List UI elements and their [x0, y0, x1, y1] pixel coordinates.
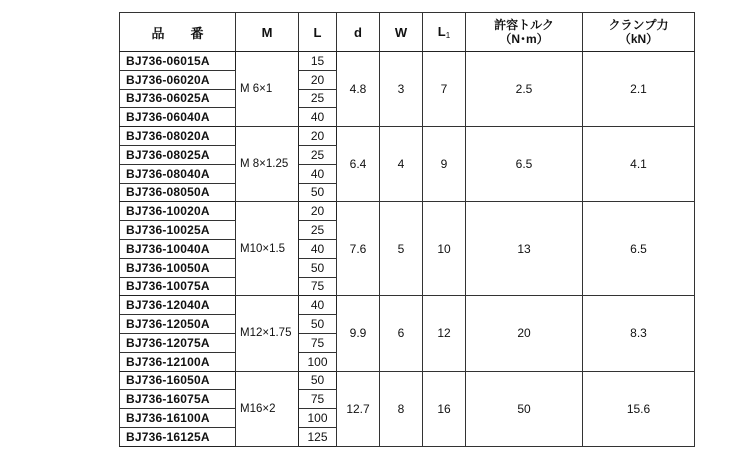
d-cell: 6.4	[337, 127, 380, 202]
length-cell: 100	[299, 409, 337, 428]
length-cell: 50	[299, 258, 337, 277]
table-row	[120, 296, 695, 315]
header-clamp-unit: （kN）	[618, 32, 659, 46]
length-cell: 40	[299, 164, 337, 183]
length-cell: 40	[299, 239, 337, 258]
header-w: W	[380, 13, 423, 52]
part-number-cell: BJ736-12050A	[120, 315, 236, 334]
part-number-cell: BJ736-06020A	[120, 70, 236, 89]
length-cell: 25	[299, 221, 337, 240]
header-d: d	[337, 13, 380, 52]
length-cell: 20	[299, 127, 337, 146]
part-number-cell: BJ736-10040A	[120, 239, 236, 258]
l1-cell: 9	[423, 127, 466, 202]
clamp-force-cell: 6.5	[583, 202, 695, 296]
header-torque-label: 許容トルク	[494, 18, 554, 32]
table-row	[120, 371, 695, 390]
w-cell: 5	[380, 202, 423, 296]
part-number-cell: BJ736-10050A	[120, 258, 236, 277]
part-number-cell: BJ736-10075A	[120, 277, 236, 296]
thread-size-cell: M10×1.5	[236, 202, 299, 296]
part-number-cell: BJ736-12100A	[120, 352, 236, 371]
table-row	[120, 127, 695, 146]
header-torque	[466, 13, 583, 52]
l1-cell: 12	[423, 296, 466, 371]
thread-size-cell: M 6×1	[236, 52, 299, 127]
d-cell: 9.9	[337, 296, 380, 371]
part-number-cell: BJ736-16125A	[120, 427, 236, 446]
l1-cell: 16	[423, 371, 466, 446]
thread-size-cell: M12×1.75	[236, 296, 299, 371]
part-number-cell: BJ736-08040A	[120, 164, 236, 183]
part-number-cell: BJ736-06015A	[120, 52, 236, 71]
clamp-force-cell: 8.3	[583, 296, 695, 371]
d-cell: 4.8	[337, 52, 380, 127]
part-number-cell: BJ736-12040A	[120, 296, 236, 315]
header-l1	[423, 13, 466, 52]
length-cell: 40	[299, 108, 337, 127]
header-clamp-label: クランプ力	[608, 18, 669, 32]
length-cell: 50	[299, 315, 337, 334]
length-cell: 50	[299, 371, 337, 390]
length-cell: 75	[299, 333, 337, 352]
thread-size-cell: M 8×1.25	[236, 127, 299, 202]
table-row	[120, 202, 695, 221]
header-torque-unit: （N･m）	[499, 32, 549, 46]
part-number-cell: BJ736-08020A	[120, 127, 236, 146]
part-number-cell: BJ736-12075A	[120, 333, 236, 352]
part-number-cell: BJ736-16100A	[120, 409, 236, 428]
torque-cell: 20	[466, 296, 583, 371]
length-cell: 125	[299, 427, 337, 446]
d-cell: 12.7	[337, 371, 380, 446]
length-cell: 25	[299, 145, 337, 164]
clamp-force-cell: 15.6	[583, 371, 695, 446]
w-cell: 4	[380, 127, 423, 202]
header-row	[120, 13, 695, 52]
w-cell: 6	[380, 296, 423, 371]
table-header	[120, 13, 695, 52]
length-cell: 50	[299, 183, 337, 202]
clamp-force-cell: 2.1	[583, 52, 695, 127]
part-number-cell: BJ736-08050A	[120, 183, 236, 202]
length-cell: 75	[299, 390, 337, 409]
part-number-cell: BJ736-10025A	[120, 221, 236, 240]
d-cell: 7.6	[337, 202, 380, 296]
length-cell: 40	[299, 296, 337, 315]
part-number-cell: BJ736-10020A	[120, 202, 236, 221]
w-cell: 8	[380, 371, 423, 446]
part-number-cell: BJ736-08025A	[120, 145, 236, 164]
length-cell: 15	[299, 52, 337, 71]
l1-cell: 10	[423, 202, 466, 296]
thread-size-cell: M16×2	[236, 371, 299, 446]
clamp-force-cell: 4.1	[583, 127, 695, 202]
torque-cell: 2.5	[466, 52, 583, 127]
table-body	[120, 52, 695, 447]
length-cell: 20	[299, 70, 337, 89]
table-row	[120, 52, 695, 71]
length-cell: 100	[299, 352, 337, 371]
header-part-number: 品 番	[120, 13, 236, 52]
l1-cell: 7	[423, 52, 466, 127]
torque-cell: 6.5	[466, 127, 583, 202]
part-number-cell: BJ736-16075A	[120, 390, 236, 409]
length-cell: 20	[299, 202, 337, 221]
part-number-cell: BJ736-16050A	[120, 371, 236, 390]
part-number-cell: BJ736-06040A	[120, 108, 236, 127]
w-cell: 3	[380, 52, 423, 127]
torque-cell: 13	[466, 202, 583, 296]
header-clamp	[583, 13, 695, 52]
length-cell: 25	[299, 89, 337, 108]
header-l1-main: L	[437, 24, 446, 39]
header-l: L	[299, 13, 337, 52]
length-cell: 75	[299, 277, 337, 296]
part-number-cell: BJ736-06025A	[120, 89, 236, 108]
spec-table	[119, 12, 695, 447]
header-l1-subscript: 1	[445, 31, 451, 40]
header-m: M	[236, 13, 299, 52]
torque-cell: 50	[466, 371, 583, 446]
